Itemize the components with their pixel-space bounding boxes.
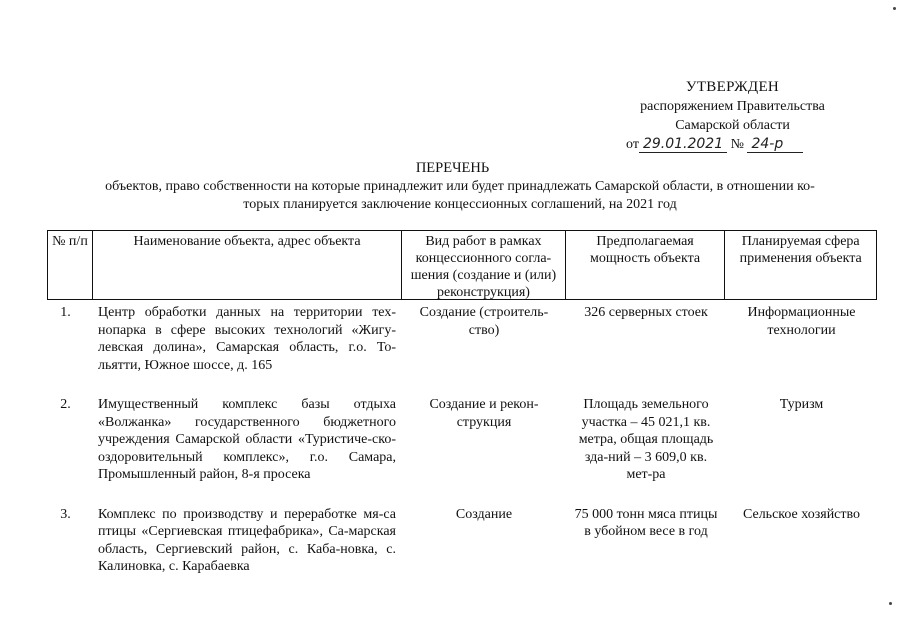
header-work-type: Вид работ в рамках концессионного согла-шения (создание и (или) реконструкция) [402,231,566,299]
date-prefix: от [626,137,639,152]
handwritten-date: 29.01.2021 [639,137,727,153]
approval-block [600,78,865,154]
header-sphere: Планируемая сфера применения объекта [739,234,862,266]
table-header [47,230,877,300]
scan-speck [889,602,892,605]
row-work-type: Создание [455,506,513,522]
table-row [47,304,877,374]
row-number: 3. [60,506,71,522]
approval-date-line [600,135,865,154]
handwritten-number: 24-р [747,137,803,153]
row-name: Комплекс по производству и переработке мя-са птицы «Сергиевская птицефабрика», Са-марская область, Сергиевский район, с. Каба-новка, с. Калиновка, с. Карабаевка [98,506,396,574]
subtitle-line-2: торых планируется заключение концессионных соглашений, на 2021 год [243,197,677,212]
number-prefix: № [730,137,744,152]
objects-table [47,230,877,576]
row-name: Центр обработки данных на территории тех-нопарка в сфере высоких технологий «Жигу-левская долина», Самарская область, г.о. То-льятти, Южное шоссе, д. 165 [98,305,396,373]
approval-title: УТВЕРЖДЕН [685,79,780,95]
row-capacity: Площадь земельного участка – 45 021,1 кв. метра, общая площадь зда-ний – 3 609,0 кв. мет-ра [578,397,714,482]
row-capacity: 326 серверных стоек [584,305,708,320]
approval-line-1: распоряжением Правительства [640,99,825,114]
header-number: № п/п [48,231,93,299]
document-subtitle [60,178,860,214]
row-number: 2. [60,397,71,412]
row-sphere: Туризм [779,397,824,412]
document-title: ПЕРЕЧЕНЬ [415,160,490,176]
scan-speck [893,7,896,10]
row-work-type: Создание и рекон-струкция [429,397,539,430]
row-capacity: 75 000 тонн мяса птицы в убойном весе в год [574,506,718,539]
header-name: Наименование объекта, адрес объекта [93,231,402,299]
row-name: Имущественный комплекс базы отдыха «Волжанка» государственного бюджетного учреждения Самарской области «Туристиче-ско-оздоровительный комплекс», г.о. Самара, Промышленный район, 8-я просека [98,397,396,482]
table-row [47,506,877,576]
row-number: 1. [60,305,71,320]
header-capacity: Предполагаемая мощность объекта [566,231,726,299]
row-sphere: Информационные технологии [747,305,856,338]
row-work-type: Создание (строитель-ство) [419,305,549,338]
row-sphere: Сельское хозяйство [742,506,861,522]
table-row [47,396,877,484]
approval-line-2: Самарской области [675,118,790,133]
subtitle-line-1: объектов, право собственности на которые принадлежит или будет принадлежать Самарской области, в отношении ко- [105,179,815,194]
